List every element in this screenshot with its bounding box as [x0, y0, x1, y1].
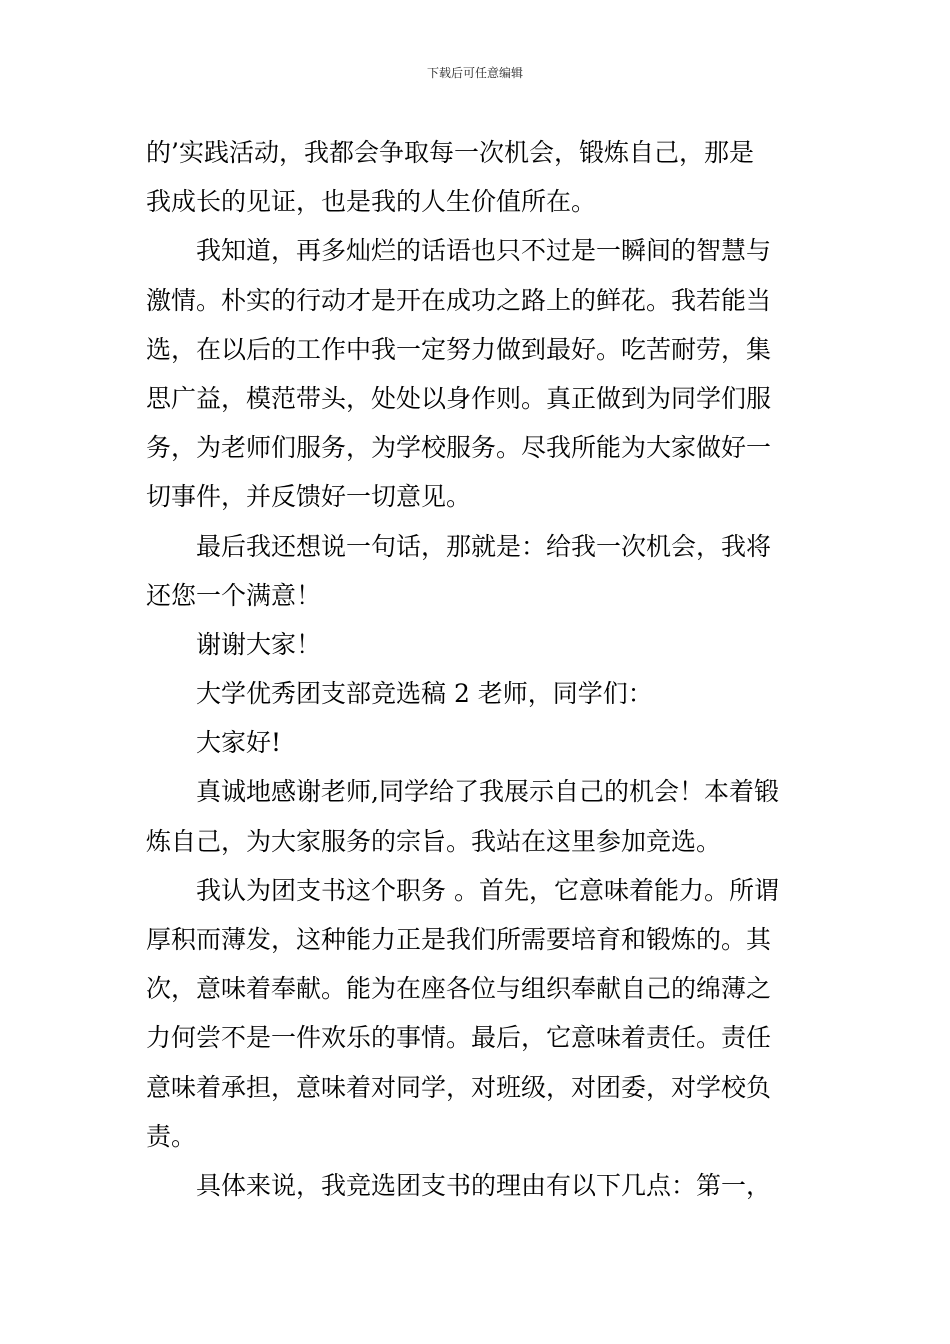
text-line: 我知道，再多灿烂的话语也只不过是一瞬间的智慧与 — [196, 236, 772, 266]
text-line: 的’实践活动，我都会争取每一次机会，锻炼自己，那是 — [146, 138, 754, 167]
text-line: 最后我还想说一句话，那就是：给我一次机会，我将 — [196, 531, 772, 561]
page-header: 下载后可任意编辑 — [426, 66, 523, 80]
text-line: 责。 — [146, 1121, 197, 1151]
text-line: 选，在以后的工作中我一定努力做到最好。吃苦耐劳，集 — [146, 334, 772, 364]
text-line: 还您一个满意！ — [146, 580, 322, 610]
text-line: 厚积而薄发，这种能力正是我们所需要培育和锻炼的。其 — [146, 925, 772, 954]
text-line: 切事件，并反馈好一切意见。 — [146, 482, 472, 512]
text-line: 次，意味着奉献。能为在座各位与组织奉献自己的绵薄之 — [146, 974, 772, 1004]
text-line: 思广益，模范带头，处处以身作则。真正做到为同学们服 — [146, 383, 772, 413]
text-line: 大学优秀团支部竞选稿 2 老师，同学们： — [196, 679, 653, 709]
text-line: 真诚地感谢老师,同学给了我展示自己的机会！本着锻 — [196, 777, 779, 807]
document-body — [146, 128, 806, 1210]
text-line: 炼自己，为大家服务的宗旨。我站在这里参加竞选。 — [146, 826, 722, 856]
text-line: 谢谢大家！ — [196, 629, 322, 659]
text-line: 力何尝不是一件欢乐的事情。最后，它意味着责任。责任 — [146, 1023, 772, 1053]
text-line: 激情。朴实的行动才是开在成功之路上的鲜花。我若能当 — [146, 285, 772, 315]
text-line: 我认为团支书这个职务 。首先，它意味着能力。所谓 — [196, 875, 779, 905]
text-line: 务，为老师们服务，为学校服务。尽我所能为大家做好一 — [146, 433, 772, 463]
text-line: 大家好! — [196, 728, 282, 758]
text-line: 意味着承担，意味着对同学，对班级，对团委，对学校负 — [146, 1072, 772, 1102]
text-line: 我成长的见证，也是我的人生价值所在。 — [146, 187, 597, 217]
text-line: 具体来说，我竞选团支书的理由有以下几点：第一， — [196, 1170, 772, 1200]
